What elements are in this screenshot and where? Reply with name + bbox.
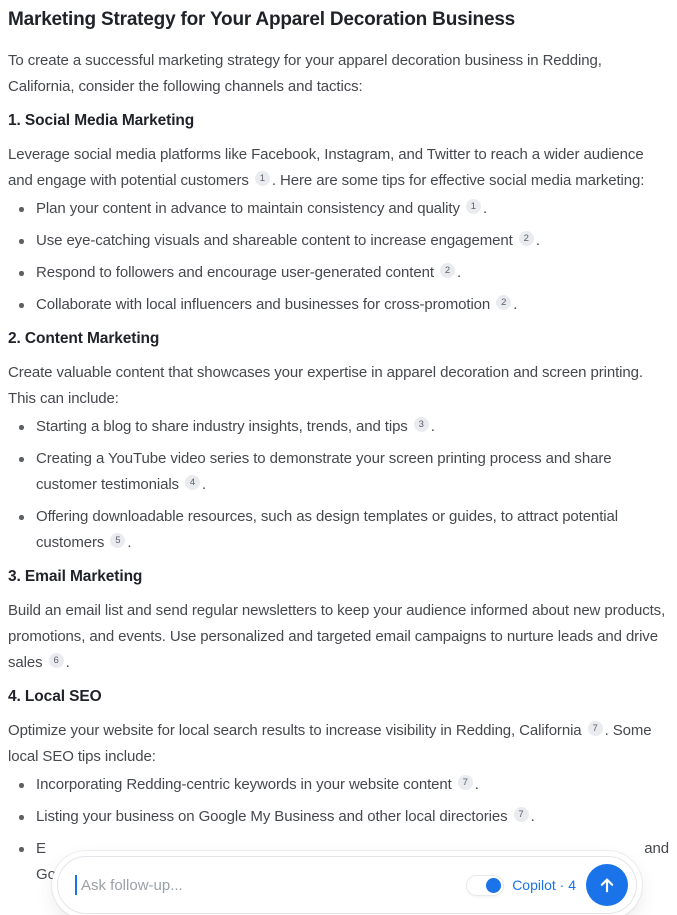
- followup-input[interactable]: [79, 876, 458, 895]
- bullet-text: .: [535, 232, 540, 249]
- paragraph-text: . Some local SEO tips include:: [8, 722, 652, 765]
- followup-bar: [57, 856, 637, 914]
- bullet-text-fragment: and: [644, 840, 669, 857]
- list-item: [8, 228, 669, 254]
- citation-badge[interactable]: 2: [519, 231, 534, 246]
- bullet-text: Creating a YouTube video series to demonstrate your screen printing process and share customer testimonials: [36, 450, 612, 493]
- bullet-text: .: [456, 264, 462, 281]
- bullet-text: .: [513, 296, 518, 313]
- send-button[interactable]: [586, 864, 628, 906]
- section-paragraph: [8, 360, 669, 412]
- section-heading-email-marketing: 3. Email Marketing: [8, 568, 143, 585]
- bullet-text: Incorporating Redding-centric keywords in your website content: [36, 776, 456, 793]
- list-item: [8, 196, 669, 222]
- bullet-text: Starting a blog to share industry insights, trends, and tips: [36, 418, 412, 435]
- intro-paragraph: To create a successful marketing strategy for your apparel decoration business in Redding, California, consider the following channels and tactics:: [8, 52, 602, 95]
- citation-badge[interactable]: 2: [440, 263, 455, 278]
- arrow-up-icon: [597, 875, 617, 895]
- citation-badge[interactable]: 3: [414, 417, 429, 432]
- bullet-list: [8, 414, 669, 556]
- list-item: [8, 504, 669, 556]
- citation-badge[interactable]: 1: [466, 199, 481, 214]
- section-paragraph: [8, 718, 669, 770]
- paragraph-text: Create valuable content that showcases your expertise in apparel decoration and screen printing. This can include:: [8, 364, 643, 407]
- bullet-text: Use eye-catching visuals and shareable content to increase engagement: [36, 232, 517, 249]
- copilot-label: Copilot · 4: [512, 877, 576, 893]
- bullet-text: Listing your business on Google My Business and other local directories: [36, 808, 512, 825]
- bullet-text-fragment: Go: [36, 866, 56, 883]
- copilot-toggle[interactable]: [466, 875, 504, 896]
- bullet-text: .: [127, 534, 132, 551]
- section-heading-content-marketing: 2. Content Marketing: [8, 330, 160, 347]
- page-title: Marketing Strategy for Your Apparel Decoration Business: [8, 9, 516, 30]
- bullet-text: Respond to followers and encourage user-generated content: [36, 264, 438, 281]
- paragraph-text: .: [65, 654, 70, 671]
- citation-badge[interactable]: 4: [185, 475, 200, 490]
- section-paragraph: [8, 142, 669, 194]
- citation-badge[interactable]: 7: [588, 721, 603, 736]
- bullet-text: .: [474, 776, 479, 793]
- bullet-text: Offering downloadable resources, such as design templates or guides, to attract potential customers: [36, 508, 619, 551]
- bullet-text: .: [430, 418, 435, 435]
- citation-badge[interactable]: 7: [514, 807, 529, 822]
- paragraph-text: Leverage social media platforms like Facebook, Instagram, and Twitter to reach a wider audience and engage with potential customers: [8, 146, 644, 189]
- bullet-text: .: [202, 476, 207, 493]
- list-item: [8, 804, 669, 830]
- list-item: [8, 292, 669, 318]
- section-heading-local-seo: 4. Local SEO: [8, 688, 102, 705]
- paragraph-text: . Here are some tips for effective social media marketing:: [271, 172, 645, 189]
- text-cursor: [75, 875, 77, 895]
- section-paragraph: [8, 598, 669, 676]
- bullet-text: Plan your content in advance to maintain consistency and quality: [36, 200, 464, 217]
- bullet-text: Collaborate with local influencers and businesses for cross-promotion: [36, 296, 495, 313]
- citation-badge[interactable]: 2: [496, 295, 511, 310]
- list-item: [8, 414, 669, 440]
- paragraph-text: Optimize your website for local search results to increase visibility in Redding, California: [8, 722, 586, 739]
- citation-badge[interactable]: 6: [49, 653, 64, 668]
- paragraph-text: Build an email list and send regular newsletters to keep your audience informed about new products, promotions, and events. Use personalized and targeted email campaigns to nurture leads and drive sales: [8, 602, 666, 671]
- bullet-text: .: [482, 200, 488, 217]
- citation-badge[interactable]: 5: [110, 533, 125, 548]
- toggle-knob: [486, 878, 501, 893]
- bullet-text-fragment: E: [36, 840, 46, 857]
- bullet-list: [8, 196, 669, 318]
- citation-badge[interactable]: 7: [458, 775, 473, 790]
- bullet-text: .: [530, 808, 535, 825]
- list-item: [8, 446, 669, 498]
- list-item: [8, 772, 669, 798]
- list-item: [8, 260, 669, 286]
- section-heading-social-media: 1. Social Media Marketing: [8, 112, 195, 129]
- citation-badge[interactable]: 1: [255, 171, 270, 186]
